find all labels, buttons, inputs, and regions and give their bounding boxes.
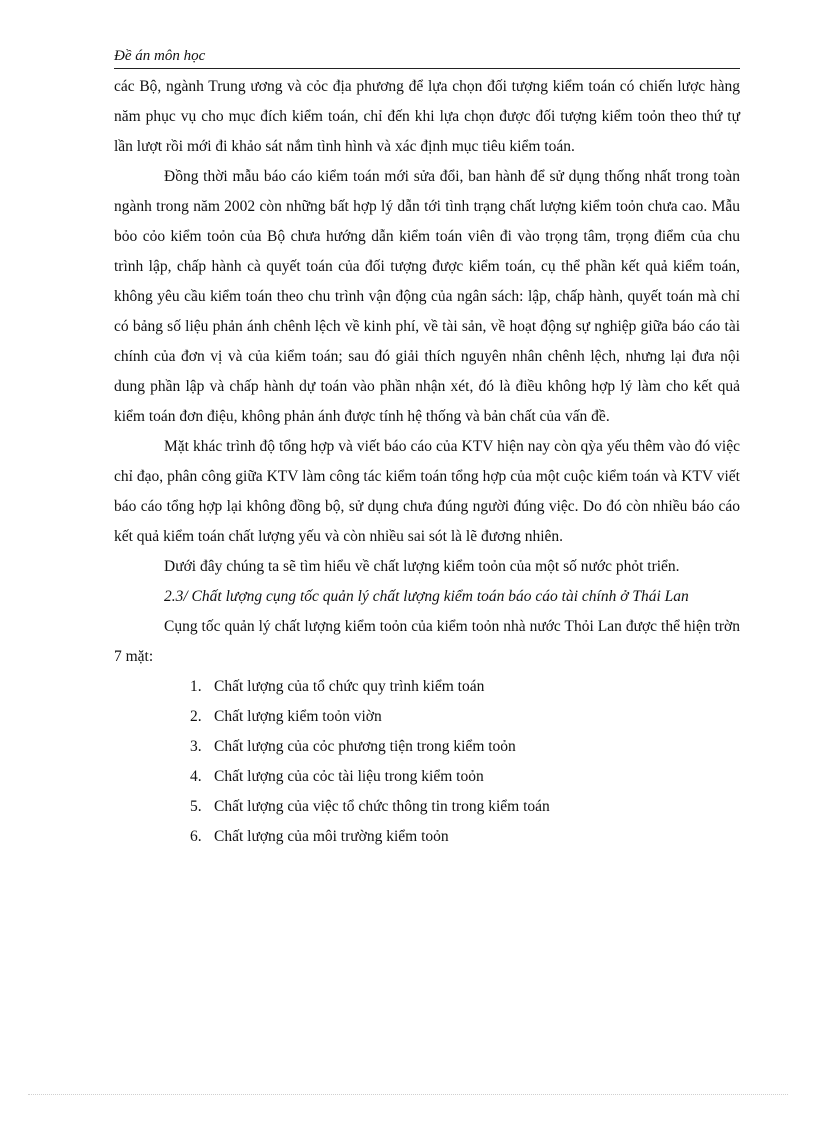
list-item xyxy=(114,792,740,822)
list-number: 6. xyxy=(190,828,202,845)
paragraph-ktv-skills: Mặt khác trình độ tổng hợp và viết báo cáo của KTV hiện nay còn qỳa yếu thêm vào đó việc chỉ đạo, phân công giữa KTV làm công tác kiểm toán tổng hợp của một cuộc kiểm toán và KTV viết báo cáo tổng hợp lại không đồng bộ, sử dụng chưa đúng người đúng việc. Do đó còn nhiều báo cáo kết quả kiểm toán chất lượng yếu và còn nhiều sai sót là lẽ đương nhiên. xyxy=(114,438,740,545)
list-item xyxy=(114,822,740,852)
header-title: Đề án môn học xyxy=(114,48,206,64)
list-text: Chất lượng của môi trường kiểm toỏn xyxy=(214,828,449,845)
list-item xyxy=(114,762,740,792)
list-item xyxy=(114,732,740,762)
paragraph-report-template: Đồng thời mẫu báo cáo kiểm toán mới sửa đổi, ban hành để sử dụng thống nhất trong toàn ngành trong năm 2002 còn những bất hợp lý dẫn tới tình trạng chất lượng kiểm toỏn chưa cao. Mẫu bỏo cỏo kiểm toỏn của Bộ chưa hướng dẫn kiểm toán viên đi vào trọng tâm, trọng điểm của chu trình lập, chấp hành cà quyết toán của đối tượng được kiểm toán, cụ thể phần kết quả kiểm toán, không yêu cầu kiểm toán theo chu trình vận động của ngân sách: lập, chấp hành, quyết toán mà chỉ có bảng số liệu phản ánh chênh lệch về kinh phí, về tài sản, về hoạt động sự nghiệp giữa báo cáo tài chính của đơn vị và của kiểm toán; sau đó giải thích nguyên nhân chênh lệch, nhưng lại đưa nội dung phần lập và chấp hành dự toán vào phần nhận xét, đó là điều không hợp lý làm cho kết quả kiểm toán đơn điệu, không phản ánh được tính hệ thống và bản chất của vấn đề. xyxy=(114,168,740,425)
list-item xyxy=(114,702,740,732)
list-text: Chất lượng của tổ chức quy trình kiểm toán xyxy=(214,678,485,695)
paragraph-intro-foreign: Dưới đây chúng ta sẽ tìm hiểu về chất lượng kiểm toỏn của một số nước phỏt triển. xyxy=(164,558,680,575)
list-number: 1. xyxy=(190,678,202,695)
page-bottom-divider xyxy=(28,1094,788,1095)
list-text: Chất lượng kiểm toỏn viờn xyxy=(214,708,382,725)
list-number: 2. xyxy=(190,708,202,725)
section-heading: 2.3/ Chất lượng cụng tốc quản lý chất lượng kiểm toán báo cáo tài chính ở Thái Lan xyxy=(164,588,689,605)
paragraph-continuation: các Bộ, ngành Trung ương và cỏc địa phương để lựa chọn đối tượng kiểm toán có chiến lược hàng năm phục vụ cho mục đích kiểm toán, chỉ đến khi lựa chọn được đối tượng kiểm toỏn theo thứ tự lần lượt rồi mới đi khảo sát nắm tình hình và xác định mục tiêu kiểm toán. xyxy=(114,78,740,155)
document-body xyxy=(114,72,740,852)
list-number: 5. xyxy=(190,798,202,815)
quality-list xyxy=(114,672,740,852)
list-text: Chất lượng của cỏc tài liệu trong kiểm toỏn xyxy=(214,768,484,785)
list-number: 4. xyxy=(190,768,202,785)
list-text: Chất lượng của việc tổ chức thông tin trong kiểm toán xyxy=(214,798,550,815)
section-intro: Cụng tốc quản lý chất lượng kiểm toỏn của kiểm toỏn nhà nước Thỏi Lan được thể hiện trờn 7 mặt: xyxy=(114,618,740,665)
list-text: Chất lượng của cỏc phương tiện trong kiểm toỏn xyxy=(214,738,516,755)
list-item xyxy=(114,672,740,702)
page-header xyxy=(114,46,740,69)
list-number: 3. xyxy=(190,738,202,755)
